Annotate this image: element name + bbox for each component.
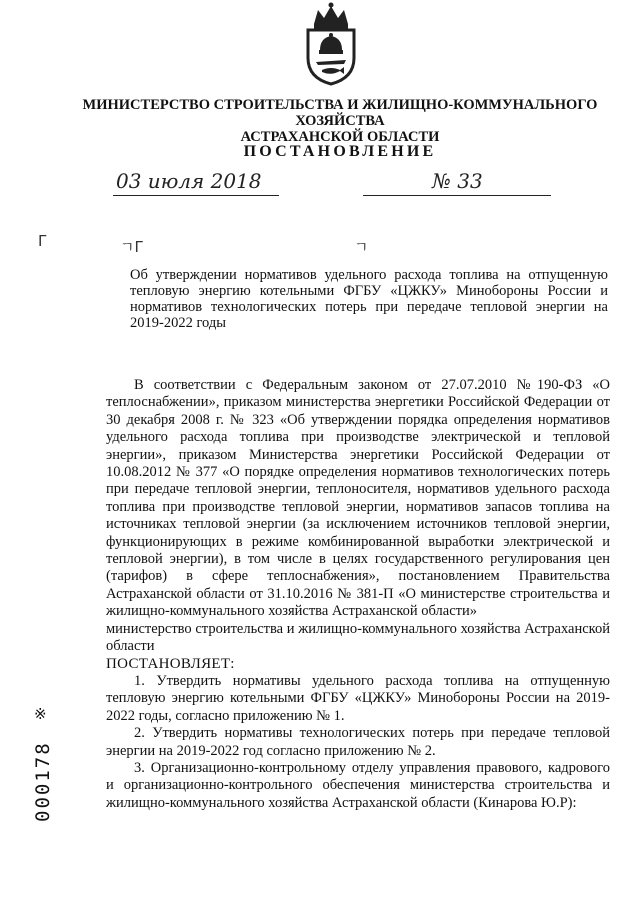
document-body bbox=[106, 377, 610, 812]
resolves-heading: ПОСТАНОВЛЯЕТ: bbox=[106, 655, 235, 672]
number-underline bbox=[363, 195, 551, 196]
serial-number-stamp: 000178 bbox=[32, 741, 54, 822]
ministry-name-line1: МИНИСТЕРСТВО СТРОИТЕЛЬСТВА И ЖИЛИЩНО-КОММУНАЛЬНОГО ХОЗЯЙСТВА bbox=[82, 97, 598, 129]
item-3-paragraph: 3. Организационно-контрольному отделу управления правового, кадрового и организационно-контрольного обеспечения министерства строительства и жилищно-коммунального хозяйства Астраханской области (Кинарова Ю.Р): bbox=[106, 759, 610, 811]
handwritten-date: 03 июля 2018 bbox=[116, 169, 262, 193]
item-2-paragraph: 2. Утвердить нормативы технологических потерь при передаче тепловой энергии на 2019-2022 год согласно приложению № 2. bbox=[106, 725, 610, 759]
ministry-header bbox=[60, 97, 620, 145]
document-type-title: ПОСТАНОВЛЕНИЕ bbox=[243, 143, 437, 160]
corner-mark-subject-start: ㄱГ bbox=[120, 238, 144, 256]
coat-of-arms-emblem bbox=[300, 2, 362, 86]
item-1-paragraph: 1. Утвердить нормативы удельного расхода топлива на отпущенную тепловую энергию котельными ФГБУ «ЦЖКУ» Минобороны России на 2019-2022 годы, согласно приложению № 1. bbox=[106, 672, 610, 724]
date-underline bbox=[113, 195, 279, 196]
asterisk-mark: ※ bbox=[34, 705, 47, 723]
document-subject: Об утверждении нормативов удельного расхода топлива на отпущенную тепловую энергию котельными ФГБУ «ЦЖКУ» Минобороны России и нормативов технологических потерь при передаче тепловой энергии на 2019-2022 годы bbox=[130, 267, 608, 331]
corner-mark-subject-end: ㄱ bbox=[354, 238, 369, 256]
authority-paragraph: министерство строительства и жилищно-коммунального хозяйства Астраханской области bbox=[106, 620, 610, 655]
corner-mark-top-left: Г bbox=[38, 232, 48, 250]
handwritten-number: № 33 bbox=[432, 169, 483, 193]
preamble-paragraph: В соответствии с Федеральным законом от 27.07.2010 №190-ФЗ «О теплоснабжении», приказом министерства энергетики Российской Федерации от 30 декабря 2008 г. № 323 «Об утверждении порядка определения нормативов удельного расхода топлива при производстве электрической и тепловой энергии», приказом Министерства энергетики Российской Федерации от 10.08.2012 № 377 «О порядке определения нормативов технологических потерь при передаче тепловой энергии, теплоносителя, нормативов удельного расхода топлива при производстве тепловой энергии, нормативов запасов топлива на источниках тепловой энергии (за исключением источников тепловой энергии, функционирующих в режиме комбинированной выработки электрической и тепловой энергии), в том числе в целях государственного регулирования цен (тарифов) в сфере теплоснабжения», постановлением Правительства Астраханской области от 31.10.2016 № 381-П «О министерстве строительства и жилищно-коммунального хозяйства Астраханской области» bbox=[106, 377, 610, 620]
ministry-name-line2: АСТРАХАНСКОЙ ОБЛАСТИ bbox=[240, 129, 440, 145]
